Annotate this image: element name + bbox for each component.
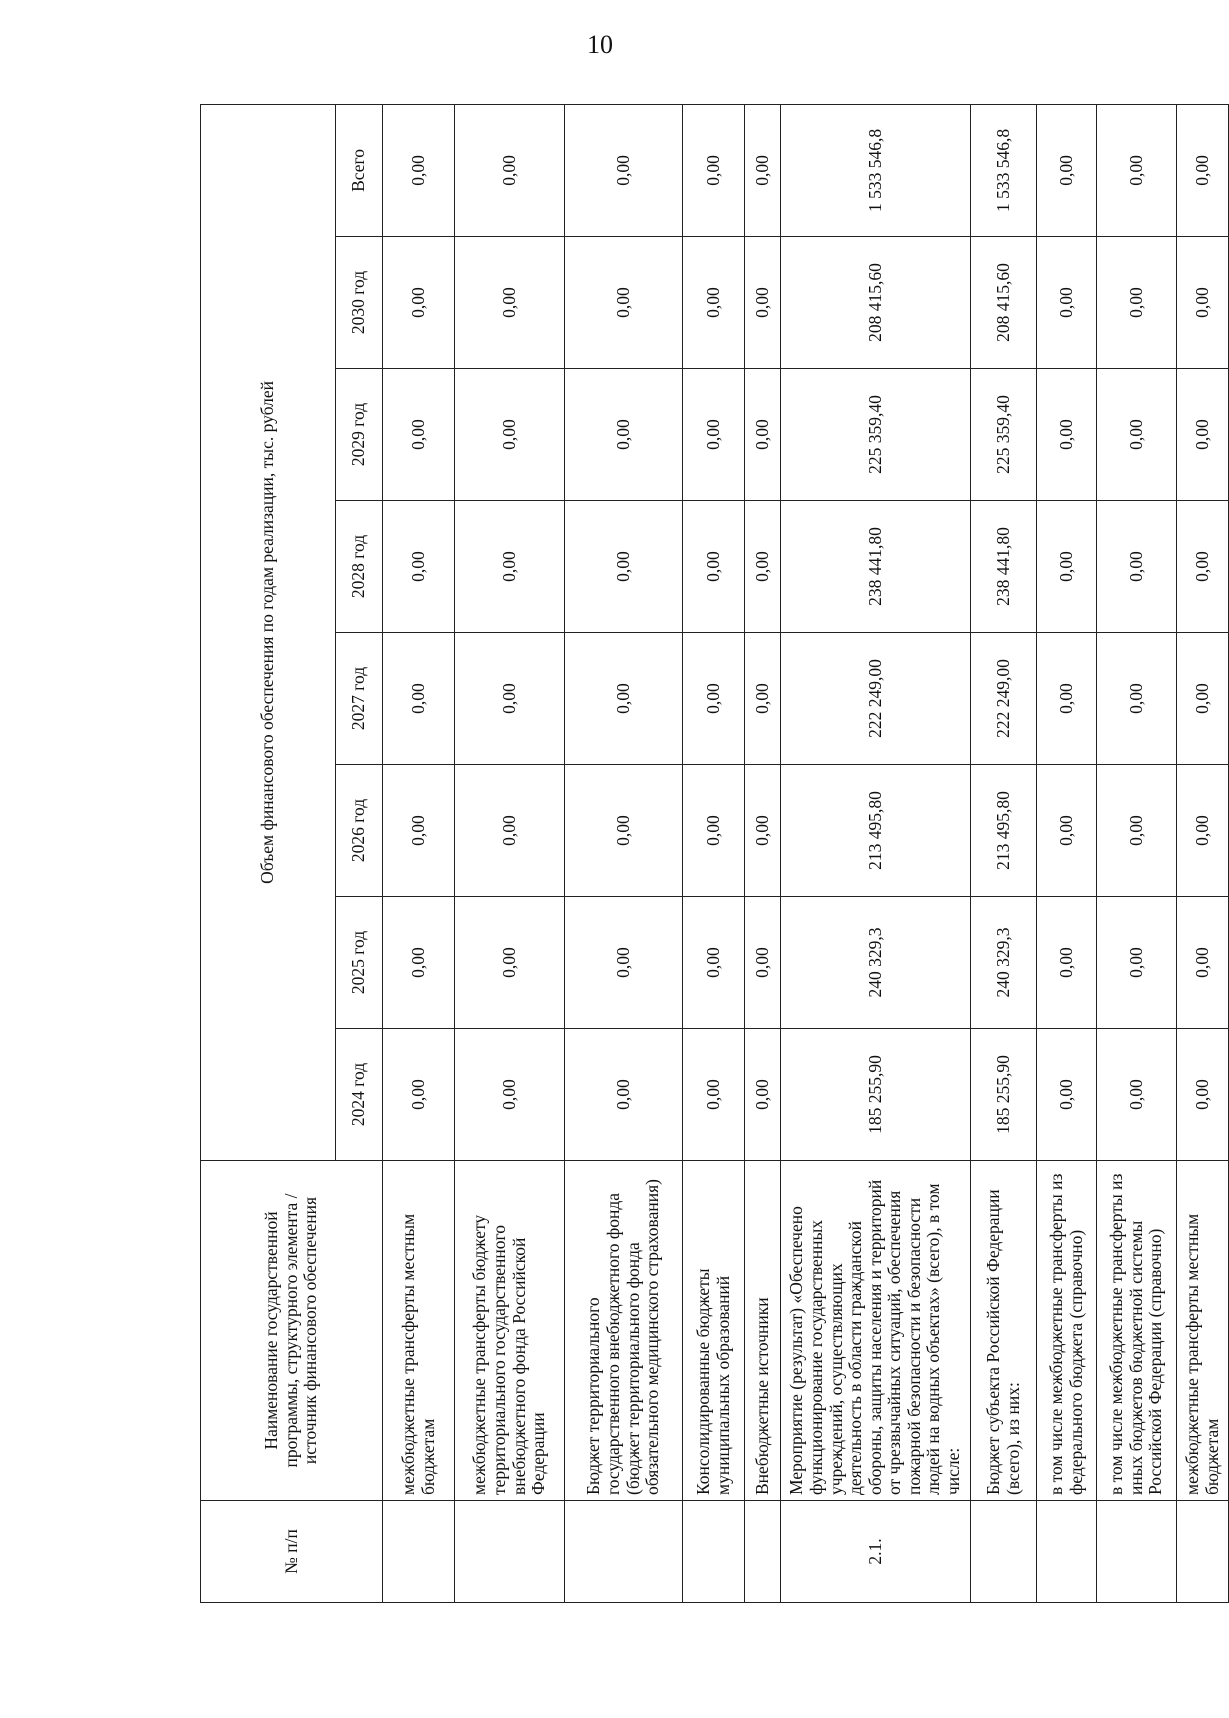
table-row	[745, 104, 781, 1602]
row-value: 0,00	[1097, 369, 1177, 501]
table-row	[971, 104, 1037, 1602]
row-total: 0,00	[455, 104, 565, 236]
row-value: 0,00	[683, 897, 745, 1029]
row-value: 0,00	[383, 633, 455, 765]
header-year: 2028 год	[336, 501, 383, 633]
row-number	[683, 1501, 745, 1603]
row-value: 0,00	[1097, 897, 1177, 1029]
header-year: 2024 год	[336, 1029, 383, 1161]
row-value: 0,00	[565, 369, 683, 501]
header-name: Наименование государственной программы, структурного элемента / источник финансового обеспечения	[201, 1161, 383, 1501]
row-value: 225 359,40	[971, 369, 1037, 501]
header-funding: Объем финансового обеспечения по годам реализации, тыс. рублей	[201, 104, 336, 1160]
row-value: 0,00	[745, 501, 781, 633]
row-value: 0,00	[745, 1029, 781, 1161]
row-value: 0,00	[1097, 1029, 1177, 1161]
row-name: межбюджетные трансферты местным бюджетам	[1177, 1161, 1229, 1501]
row-value: 0,00	[1037, 237, 1097, 369]
row-value: 0,00	[1097, 633, 1177, 765]
row-value: 0,00	[1037, 369, 1097, 501]
row-total: 0,00	[1177, 104, 1229, 236]
row-value: 238 441,80	[971, 501, 1037, 633]
row-value: 0,00	[1097, 501, 1177, 633]
row-name: межбюджетные трансферты местным бюджетам	[383, 1161, 455, 1501]
row-value: 213 495,80	[781, 765, 971, 897]
row-value: 225 359,40	[781, 369, 971, 501]
row-number	[745, 1501, 781, 1603]
row-name: в том числе межбюджетные трансферты из иных бюджетов бюджетной системы Российской Федерации (справочно)	[1097, 1161, 1177, 1501]
row-name: Бюджет территориального государственного внебюджетного фонда (бюджет территориального фонда обязательного медицинского страхования)	[565, 1161, 683, 1501]
table-row	[383, 104, 455, 1602]
row-total: 0,00	[683, 104, 745, 236]
row-value: 213 495,80	[971, 765, 1037, 897]
header-year: Всего	[336, 104, 383, 236]
row-value: 0,00	[383, 501, 455, 633]
row-number	[565, 1501, 683, 1603]
row-value: 0,00	[565, 1029, 683, 1161]
row-total: 1 533 546,8	[971, 104, 1037, 236]
table-row	[1037, 104, 1097, 1602]
row-value: 0,00	[683, 237, 745, 369]
row-value: 0,00	[745, 633, 781, 765]
row-value: 0,00	[1037, 1029, 1097, 1161]
row-value: 208 415,60	[971, 237, 1037, 369]
row-value: 0,00	[1177, 1029, 1229, 1161]
row-value: 0,00	[683, 1029, 745, 1161]
row-value: 0,00	[1177, 633, 1229, 765]
row-value: 222 249,00	[781, 633, 971, 765]
header-year: 2029 год	[336, 369, 383, 501]
rotated-table-container	[200, 105, 1222, 1603]
row-value: 185 255,90	[781, 1029, 971, 1161]
row-name: межбюджетные трансферты бюджету территориального государственного внебюджетного фонда Российской Федерации	[455, 1161, 565, 1501]
row-value: 0,00	[455, 501, 565, 633]
row-value: 0,00	[455, 897, 565, 1029]
row-value: 0,00	[1037, 501, 1097, 633]
row-value: 0,00	[565, 501, 683, 633]
row-value: 0,00	[565, 237, 683, 369]
row-name: в том числе межбюджетные трансферты из федерального бюджета (справочно)	[1037, 1161, 1097, 1501]
row-value: 222 249,00	[971, 633, 1037, 765]
row-value: 0,00	[383, 1029, 455, 1161]
row-value: 0,00	[383, 237, 455, 369]
funding-table	[200, 104, 1229, 1603]
table-row	[1097, 104, 1177, 1602]
table-row	[781, 104, 971, 1602]
row-number	[383, 1501, 455, 1603]
row-value: 208 415,60	[781, 237, 971, 369]
row-value: 0,00	[455, 765, 565, 897]
header-year: 2026 год	[336, 765, 383, 897]
row-value: 240 329,3	[971, 897, 1037, 1029]
row-value: 0,00	[1177, 765, 1229, 897]
row-value: 0,00	[1037, 765, 1097, 897]
page-number: 10	[587, 30, 613, 59]
row-value: 185 255,90	[971, 1029, 1037, 1161]
table-row	[1177, 104, 1229, 1602]
row-name: Мероприятие (результат) «Обеспечено функционирование государственных учреждений, осуществляющих деятельность в области гражданской обороны, защиты населения и территорий от чрезвычайных ситуаций, обеспечения пожарной безопасности и безопасности людей на водных объектах» (всего), в том числе:	[781, 1161, 971, 1501]
row-total: 0,00	[383, 104, 455, 236]
row-name: Консолидированные бюджеты муниципальных образований	[683, 1161, 745, 1501]
row-number	[971, 1501, 1037, 1603]
header-year: 2025 год	[336, 897, 383, 1029]
row-value: 0,00	[1097, 237, 1177, 369]
row-name: Внебюджетные источники	[745, 1161, 781, 1501]
row-value: 0,00	[683, 369, 745, 501]
row-number	[1097, 1501, 1177, 1603]
row-value: 0,00	[745, 765, 781, 897]
header-year: 2027 год	[336, 633, 383, 765]
row-number	[1037, 1501, 1097, 1603]
header-year: 2030 год	[336, 237, 383, 369]
row-value: 0,00	[1037, 897, 1097, 1029]
row-value: 0,00	[565, 897, 683, 1029]
row-number: 2.1.	[781, 1501, 971, 1603]
row-value: 0,00	[383, 369, 455, 501]
row-total: 0,00	[1097, 104, 1177, 236]
row-value: 0,00	[565, 633, 683, 765]
row-value: 0,00	[455, 633, 565, 765]
row-value: 0,00	[745, 237, 781, 369]
row-value: 0,00	[683, 765, 745, 897]
row-total: 0,00	[745, 104, 781, 236]
row-value: 0,00	[383, 897, 455, 1029]
row-value: 0,00	[1177, 501, 1229, 633]
row-value: 0,00	[745, 897, 781, 1029]
row-value: 0,00	[1037, 633, 1097, 765]
row-value: 0,00	[1177, 897, 1229, 1029]
row-total: 0,00	[1037, 104, 1097, 236]
row-value: 0,00	[1177, 237, 1229, 369]
table-row	[565, 104, 683, 1602]
row-value: 0,00	[1177, 369, 1229, 501]
row-value: 0,00	[683, 501, 745, 633]
row-value: 238 441,80	[781, 501, 971, 633]
row-value: 0,00	[1097, 765, 1177, 897]
row-value: 240 329,3	[781, 897, 971, 1029]
row-number	[455, 1501, 565, 1603]
row-total: 1 533 546,8	[781, 104, 971, 236]
row-value: 0,00	[383, 765, 455, 897]
row-value: 0,00	[455, 369, 565, 501]
row-value: 0,00	[745, 369, 781, 501]
row-value: 0,00	[455, 237, 565, 369]
row-value: 0,00	[565, 765, 683, 897]
row-value: 0,00	[683, 633, 745, 765]
row-total: 0,00	[565, 104, 683, 236]
table-row	[455, 104, 565, 1602]
table-row	[683, 104, 745, 1602]
row-value: 0,00	[455, 1029, 565, 1161]
row-number	[1177, 1501, 1229, 1603]
row-name: Бюджет субъекта Российской Федерации (всего), из них:	[971, 1161, 1037, 1501]
header-num: № п/п	[201, 1501, 383, 1603]
